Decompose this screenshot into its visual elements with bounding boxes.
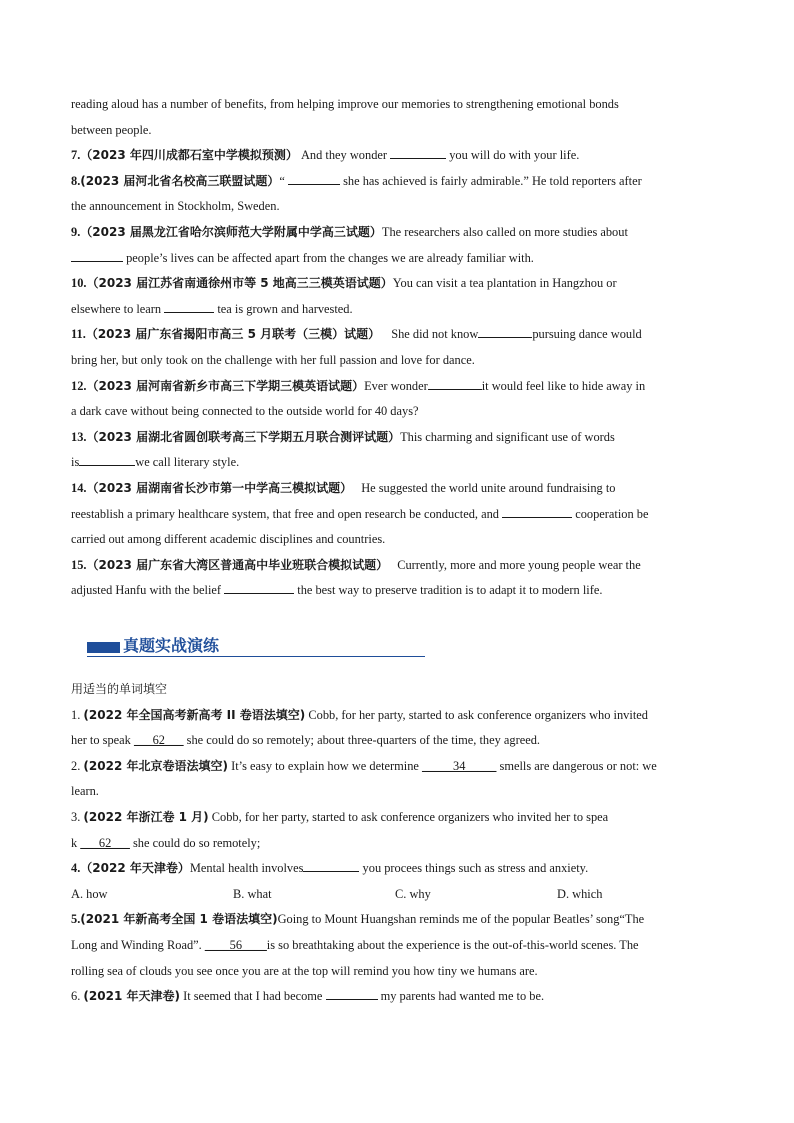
answer-blank[interactable]: ___62___ [133, 733, 184, 748]
question-12 [71, 374, 723, 400]
question-number: 9. [71, 224, 81, 239]
text-line [71, 502, 723, 528]
question-text: is so breathtaking about the experience is the out-of-this-world scenes. The [266, 937, 639, 952]
question-text: people’s lives can be affected apart from the changes we are already familiar with. [126, 250, 534, 265]
answer-blank[interactable] [79, 451, 135, 466]
text-line [71, 728, 723, 754]
question-text: k [71, 835, 78, 850]
text-line: a dark cave without being connected to the outside world for 40 days? [71, 404, 419, 419]
question-source: （2023 届广东省大湾区普通高中毕业班联合模拟试题） [86, 557, 389, 572]
question-11 [71, 322, 723, 348]
question-number: 5. [71, 912, 81, 927]
text-line [71, 831, 723, 857]
text-line [71, 578, 723, 604]
question-text: reestablish a primary healthcare system, that free and open research be conducted, and [71, 506, 499, 521]
question-text: the best way to preserve tradition is to adapt it to modern life. [297, 583, 603, 598]
question-text: it would feel like to hide away in [481, 378, 646, 393]
question-text: And they wonder [300, 148, 388, 163]
question-text: you procees things such as stress and anxiety. [362, 861, 589, 876]
question-text: Mental health involves [189, 861, 304, 876]
text-line: reading aloud has a number of benefits, from helping improve our memories to strengthening emotional bonds [71, 97, 619, 111]
text-line [71, 297, 723, 323]
question-text: Cobb, for her party, started to ask conference organizers who invited her to spea [211, 809, 609, 824]
question-number: 3. [71, 809, 81, 824]
answer-blank[interactable] [502, 503, 572, 518]
question-text: she could do so remotely; [132, 835, 261, 850]
question-source: (2021 年天津卷) [83, 989, 180, 1004]
question-text: she has achieved is fairly admirable.” He told reporters after [343, 173, 642, 188]
practice-question-2 [71, 754, 723, 780]
question-text: smells are dangerous or not: we [499, 758, 657, 773]
section-marker [87, 642, 120, 653]
section-header [87, 634, 425, 660]
text-line [71, 933, 723, 959]
question-text: Long and Winding Road”. [71, 937, 202, 952]
question-text: is [71, 455, 80, 470]
answer-blank[interactable]: ___62___ [80, 835, 130, 850]
question-number: 15. [71, 557, 87, 572]
question-text: Currently, more and more young people wear the [397, 557, 641, 572]
question-text: her to speak [71, 733, 131, 748]
answer-blank[interactable] [326, 985, 378, 1000]
question-10 [71, 271, 723, 297]
question-number: 10. [71, 276, 87, 291]
answer-blank[interactable] [303, 857, 359, 872]
text-line: the announcement in Stockholm, Sweden. [71, 199, 280, 214]
practice-question-5 [71, 907, 723, 933]
answer-blank[interactable] [478, 323, 532, 338]
question-text: You can visit a tea plantation in Hangzhou or [392, 276, 617, 291]
instruction: 用适当的单词填空 [71, 682, 168, 696]
question-13 [71, 425, 723, 451]
question-text: The researchers also called on more studies about [381, 224, 628, 239]
question-source: （2023 届黑龙江省哈尔滨师范大学附属中学高三试题） [80, 224, 382, 239]
question-number: 4. [71, 861, 81, 876]
question-text: tea is grown and harvested. [217, 301, 353, 316]
question-number: 13. [71, 429, 87, 444]
question-text: She did not know [391, 327, 479, 342]
question-source: (2022 年北京卷语法填空) [83, 758, 228, 773]
text-line: learn. [71, 784, 99, 799]
question-9 [71, 220, 723, 246]
text-line: carried out among different academic disciplines and countries. [71, 532, 386, 547]
question-source: (2021 年新高考全国 1 卷语法填空) [80, 912, 278, 927]
question-8 [71, 169, 723, 195]
question-source: （2023 届广东省揭阳市高三 5 月联考（三模）试题） [85, 327, 381, 342]
question-text: you will do with your life. [449, 148, 580, 163]
option-a[interactable]: A. how [71, 886, 108, 901]
question-source: (2023 届河北省名校高三联盟试题） [80, 173, 280, 188]
answer-blank[interactable] [390, 144, 446, 159]
answer-options [71, 882, 723, 908]
practice-question-3 [71, 805, 723, 831]
answer-blank[interactable] [224, 579, 294, 594]
section-divider [87, 656, 425, 657]
practice-question-4 [71, 856, 723, 882]
option-d[interactable]: D. which [557, 886, 603, 901]
question-7 [71, 143, 723, 169]
question-text: He suggested the world unite around fundraising to [361, 480, 616, 495]
text-line [71, 246, 723, 272]
question-text: she could do so remotely; about three-quarters of the time, they agreed. [186, 733, 541, 748]
question-number: 8. [71, 173, 81, 188]
question-14 [71, 476, 723, 502]
question-source: （2023 届江苏省南通徐州市等 5 地高三三模英语试题） [86, 276, 393, 291]
question-number: 12. [71, 378, 87, 393]
question-number: 2. [71, 758, 81, 773]
question-text: we call literary style. [135, 455, 240, 470]
answer-blank[interactable] [428, 375, 482, 390]
question-source: （2023 届湖南省长沙市第一中学高三模拟试题） [86, 480, 353, 495]
question-text: This charming and significant use of words [400, 429, 615, 444]
option-b[interactable]: B. what [233, 886, 272, 901]
section-title: 真题实战演练 [123, 636, 220, 655]
text-line: between people. [71, 122, 152, 137]
question-number: 14. [71, 480, 87, 495]
question-15 [71, 553, 723, 579]
question-number: 11. [71, 327, 86, 342]
answer-blank[interactable]: ____56____ [204, 937, 267, 952]
answer-blank[interactable] [71, 247, 123, 262]
question-text: It seemed that I had become [183, 989, 323, 1004]
question-source: （2023 年四川成都石室中学模拟预测） [80, 148, 298, 163]
answer-blank[interactable] [164, 298, 214, 313]
question-text: “ [279, 173, 285, 188]
text-line: bring her, but only took on the challenge with her full passion and love for dance. [71, 352, 475, 367]
question-text: pursuing dance would [532, 327, 642, 342]
question-text: elsewhere to learn [71, 301, 162, 316]
option-c[interactable]: C. why [395, 886, 431, 901]
question-source: (2022 年全国高考新高考 II 卷语法填空) [83, 707, 306, 722]
question-source: （2023 届河南省新乡市高三下学期三模英语试题） [86, 378, 365, 393]
question-list-2023 [71, 92, 723, 604]
real-exam-questions [71, 677, 723, 1010]
question-text: Going to Mount Huangshan reminds me of the popular Beatles’ song“The [277, 912, 645, 927]
question-text: cooperation be [575, 506, 649, 521]
question-text: It’s easy to explain how we determine [231, 758, 419, 773]
question-number: 1. [71, 707, 81, 722]
answer-blank[interactable]: _____34_____ [422, 758, 497, 773]
question-text: adjusted Hanfu with the belief [71, 583, 222, 598]
question-source: （2022 年天津卷） [80, 861, 190, 876]
text-line [71, 450, 723, 476]
practice-question-6 [71, 984, 723, 1010]
question-source: （2023 届湖北省圆创联考高三下学期五月联合测评试题） [86, 429, 401, 444]
question-source: (2022 年浙江卷 1 月) [83, 809, 209, 824]
question-text: my parents had wanted me to be. [380, 989, 545, 1004]
question-number: 6. [71, 989, 81, 1004]
practice-question-1 [71, 703, 723, 729]
answer-blank[interactable] [288, 170, 340, 185]
question-number: 7. [71, 148, 81, 163]
text-line: rolling sea of clouds you see once you are at the top will remind you how tiny we humans are. [71, 963, 538, 978]
question-text: Ever wonder [364, 378, 428, 393]
question-text: Cobb, for her party, started to ask conference organizers who invited [308, 707, 648, 722]
